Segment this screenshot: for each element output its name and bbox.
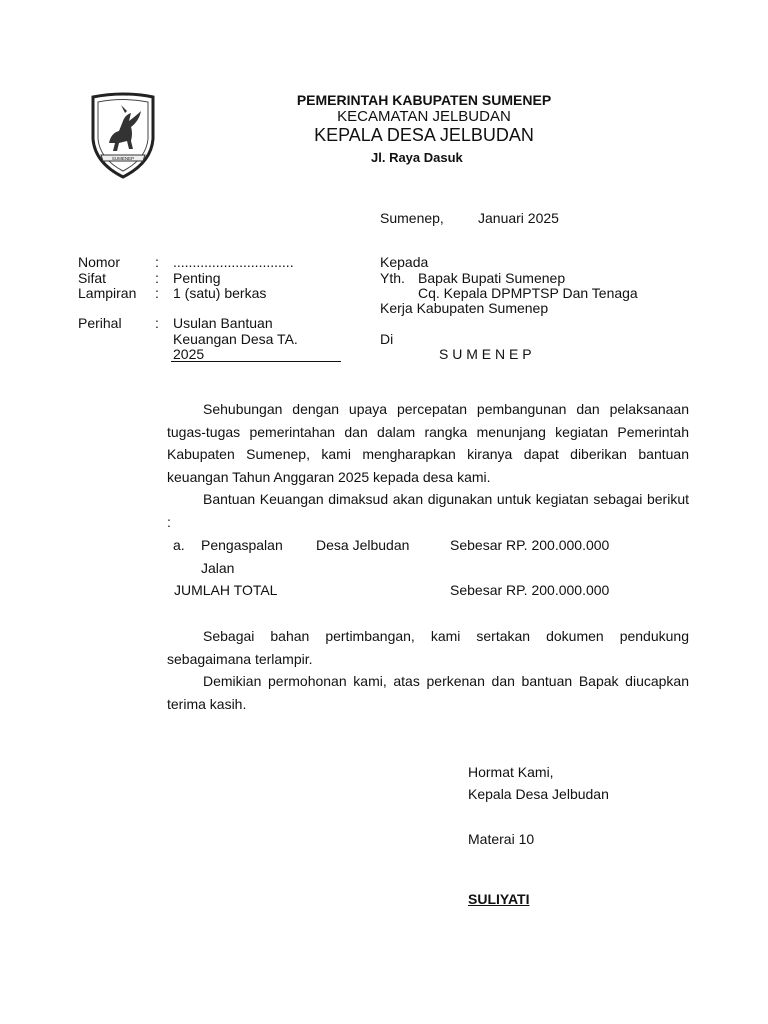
- recipient-line-3: Kerja Kabupaten Sumenep: [380, 300, 549, 316]
- item-amount: Sebesar RP. 200.000.000: [450, 537, 610, 553]
- total-label: JUMLAH TOTAL: [174, 582, 278, 598]
- sifat-label: Sifat: [78, 270, 107, 286]
- perihal-colon: :: [155, 315, 159, 331]
- body-paragraph-3: [167, 625, 689, 715]
- item-name-line-2: Jalan: [201, 560, 235, 576]
- date-place: Sumenep,: [380, 210, 444, 226]
- lampiran-colon: :: [155, 285, 159, 301]
- letterhead-address: Jl. Raya Dasuk: [371, 150, 463, 165]
- regency-logo: [87, 91, 159, 181]
- letterhead-title: KEPALA DESA JELBUDAN: [314, 125, 534, 145]
- item-letter: a.: [173, 537, 185, 553]
- closing-text: Hormat Kami,: [468, 764, 554, 780]
- lampiran-label: Lampiran: [78, 285, 137, 301]
- perihal-label: Perihal: [78, 315, 122, 331]
- paragraph-3-text: Sebagai bahan pertimbangan, kami sertakan dokumen pendukung sebagaimana terlampir.: [167, 628, 689, 667]
- nomor-colon: :: [155, 254, 159, 270]
- stamp-label: Materai 10: [468, 831, 535, 847]
- lampiran-value: 1 (satu) berkas: [173, 285, 267, 301]
- recipient-line-2: Cq. Kepala DPMPTSP Dan Tenaga: [418, 285, 638, 301]
- sifat-colon: :: [155, 270, 159, 286]
- nomor-value: ...............................: [173, 254, 294, 270]
- logo-ribbon-text: SUMENEP: [111, 156, 135, 161]
- signer-name: SULIYATI: [468, 891, 530, 907]
- total-amount: Sebesar RP. 200.000.000: [450, 582, 610, 598]
- body-paragraph-1: [167, 398, 689, 533]
- item-location: Desa Jelbudan: [316, 537, 410, 553]
- paragraph-2-text: Bantuan Keuangan dimaksud akan digunakan untuk kegiatan sebagai berikut :: [167, 491, 689, 530]
- signer-title: Kepala Desa Jelbudan: [468, 786, 609, 802]
- nomor-label: Nomor: [78, 254, 121, 270]
- item-name-line-1: Pengaspalan: [201, 537, 283, 553]
- perihal-underline: [171, 361, 341, 362]
- recipient-di: Di: [380, 331, 394, 347]
- letterhead-government: PEMERINTAH KABUPATEN SUMENEP: [296, 92, 552, 108]
- recipient-kepada: Kepada: [380, 254, 429, 270]
- sifat-value: Penting: [173, 270, 221, 286]
- perihal-line-3: 2025: [173, 346, 205, 362]
- date-value: Januari 2025: [478, 210, 559, 226]
- letterhead-district: KECAMATAN JELBUDAN: [337, 108, 511, 125]
- perihal-line-2: Keuangan Desa TA.: [173, 331, 298, 347]
- paragraph-1-text: Sehubungan dengan upaya percepatan pembangunan dan pelaksanaan tugas-tugas pemerintahan dan dalam rangka menunjang kegiatan Pemerintah Kabupaten Sumenep, kami mengharapkan kiranya dapat diberikan bantuan keuangan Tahun Anggaran 2025 kepada desa kami.: [167, 401, 689, 485]
- recipient-yth: Yth.: [380, 270, 405, 286]
- perihal-line-1: Usulan Bantuan: [173, 315, 273, 331]
- recipient-city: S U M E N E P: [439, 346, 532, 362]
- recipient-line-1: Bapak Bupati Sumenep: [418, 270, 566, 286]
- paragraph-4-text: Demikian permohonan kami, atas perkenan dan bantuan Bapak diucapkan terima kasih.: [167, 673, 689, 712]
